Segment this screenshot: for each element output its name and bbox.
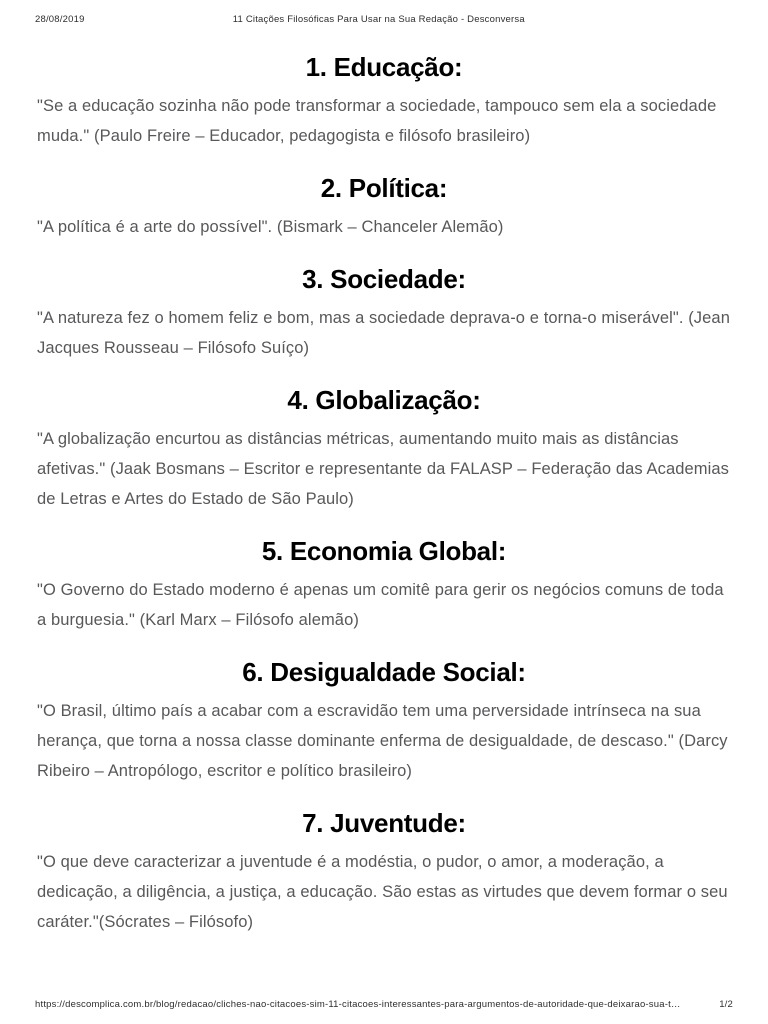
section-politica xyxy=(37,173,731,242)
section-heading: 1. Educação: xyxy=(305,52,463,82)
section-heading: 6. Desigualdade Social: xyxy=(242,657,526,687)
print-footer xyxy=(0,999,768,1010)
section-quote: "O Governo do Estado moderno é apenas um comitê para gerir os negócios comuns de toda a burguesia." (Karl Marx – Filósofo alemão) xyxy=(37,581,724,629)
section-heading: 2. Política: xyxy=(320,173,448,203)
section-heading: 3. Sociedade: xyxy=(302,264,466,294)
section-economia-global xyxy=(37,536,731,635)
source-url: https://descomplica.com.br/blog/redacao/cliches-nao-citacoes-sim-11-citacoes-interessantes-para-argumentos-de-autoridade-que-deixarao-sua-t… xyxy=(35,999,681,1010)
section-quote: "O Brasil, último país a acabar com a escravidão tem uma perversidade intrínseca na sua herança, que torna a nossa classe dominante enferma de desigualdade, de descaso." (Darcy Ribeiro – Antropólogo, escritor e político brasileiro) xyxy=(37,702,728,780)
print-header xyxy=(0,0,768,25)
section-sociedade xyxy=(37,264,731,363)
section-quote: "A natureza fez o homem feliz e bom, mas a sociedade deprava-o e torna-o miserável". (Jean Jacques Rousseau – Filósofo Suíço) xyxy=(37,309,730,357)
section-heading: 7. Juventude: xyxy=(302,808,466,838)
print-date: 28/08/2019 xyxy=(35,14,85,25)
section-quote: "O que deve caracterizar a juventude é a modéstia, o pudor, o amor, a moderação, a dedicação, a diligência, a justiça, a educação. São estas as virtudes que devem formar o seu caráter."(Sócrates – Filósofo) xyxy=(37,853,728,931)
page-number: 1/2 xyxy=(719,999,733,1010)
section-quote: "A globalização encurtou as distâncias métricas, aumentando muito mais as distâncias afetivas." (Jaak Bosmans – Escritor e representante da FALASP – Federação das Academias de Letras e Artes do Estado de São Paulo) xyxy=(37,430,730,508)
section-desigualdade-social xyxy=(37,657,731,786)
document-title: 11 Citações Filosóficas Para Usar na Sua Redação - Desconversa xyxy=(232,14,525,25)
section-juventude xyxy=(37,808,731,937)
section-heading: 4. Globalização: xyxy=(287,385,481,415)
section-quote: "Se a educação sozinha não pode transformar a sociedade, tampouco sem ela a sociedade muda." (Paulo Freire – Educador, pedagogista e filósofo brasileiro) xyxy=(37,97,717,145)
document-content xyxy=(0,52,768,937)
section-educacao xyxy=(37,52,731,151)
section-globalizacao xyxy=(37,385,731,514)
section-quote: "A política é a arte do possível". (Bismark – Chanceler Alemão) xyxy=(37,218,504,236)
section-heading: 5. Economia Global: xyxy=(261,536,507,566)
